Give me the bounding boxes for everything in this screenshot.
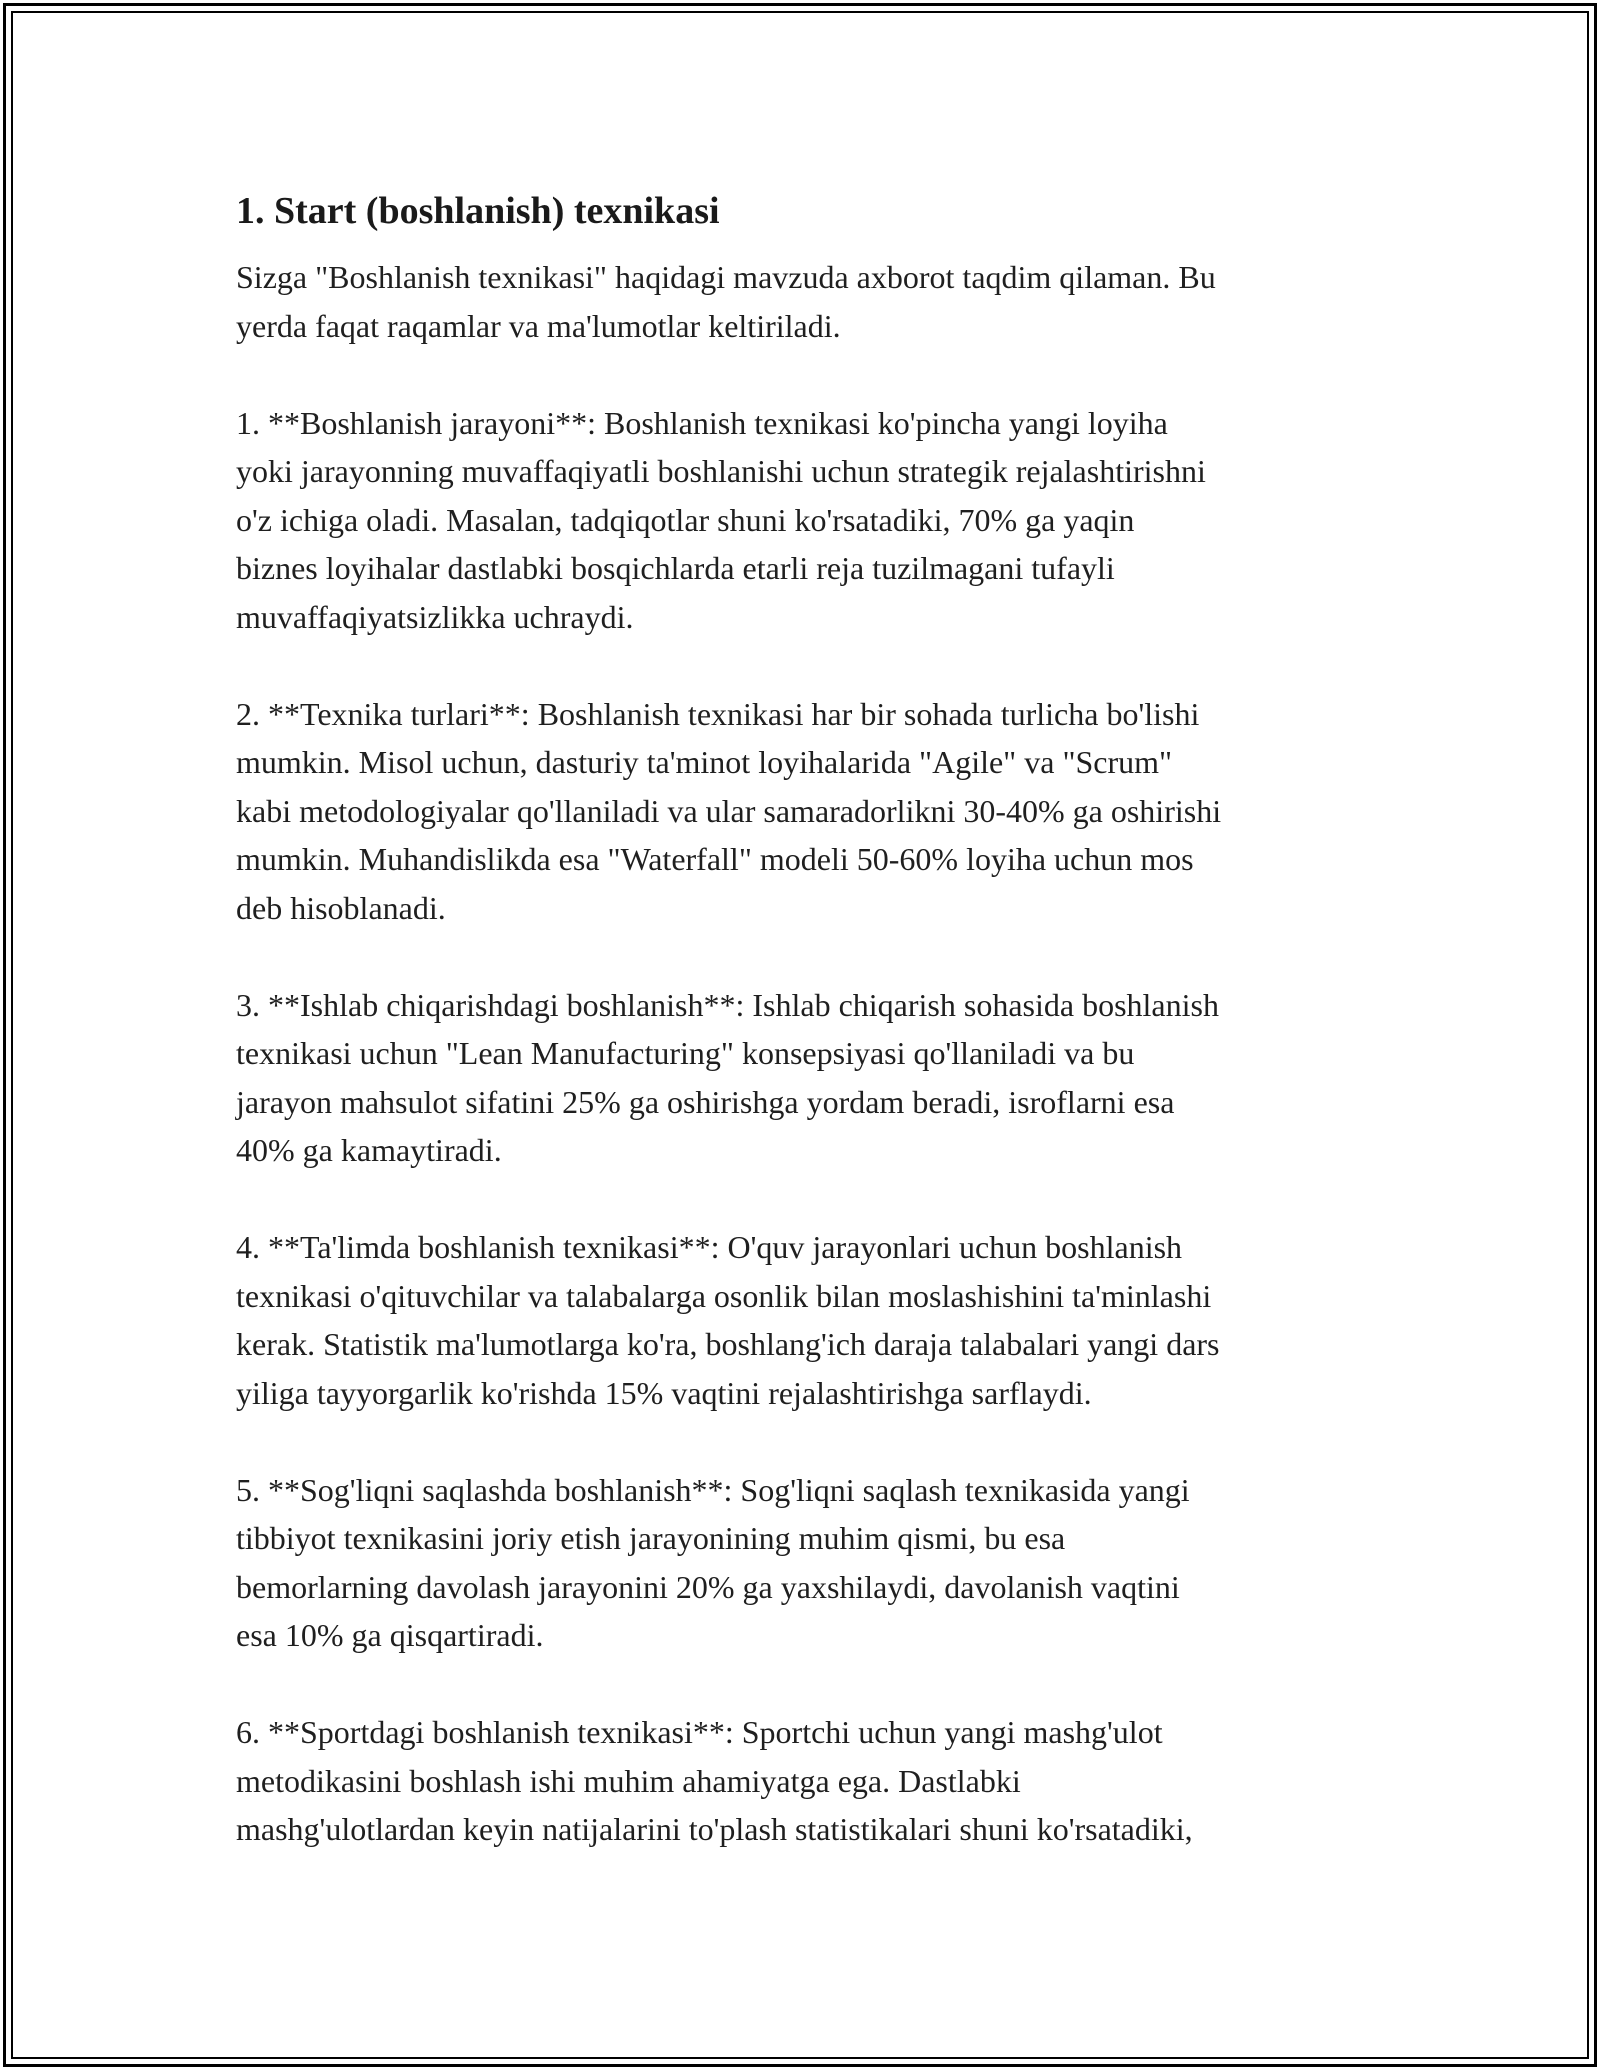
- text-line: mumkin. Muhandislikda esa "Waterfall" modeli 50-60% loyiha uchun mos: [236, 841, 1194, 877]
- text-line: yiliga tayyorgarlik ko'rishda 15% vaqtini rejalashtirishga sarflaydi.: [236, 1374, 1092, 1411]
- text-line: bemorlarning davolash jarayonini 20% ga yaxshilaydi, davolanish vaqtini: [236, 1568, 1180, 1605]
- text-line: 6. **Sportdagi boshlanish texnikasi**: Sportchi uchun yangi mashg'ulot: [236, 1714, 1163, 1750]
- text-line: yoki jarayonning muvaffaqiyatli boshlanishi uchun strategik rejalashtirishni: [236, 453, 1206, 489]
- text-line: tibbiyot texnikasini joriy etish jarayonining muhim qismi, bu esa: [236, 1520, 1066, 1556]
- text-line: yerda faqat raqamlar va ma'lumotlar keltiriladi.: [236, 307, 841, 344]
- text-line: 4. **Ta'limda boshlanish texnikasi**: O'quv jarayonlari uchun boshlanish: [236, 1229, 1183, 1265]
- text-line: 3. **Ishlab chiqarishdagi boshlanish**: Ishlab chiqarish sohasida boshlanish: [236, 986, 1219, 1023]
- document-body: [236, 185, 1376, 1902]
- intro-paragraph: [236, 253, 1376, 350]
- text-line: muvaffaqiyatsizlikka uchraydi.: [236, 598, 634, 635]
- text-line: mashg'ulotlardan keyin natijalarini to'plash statistikalari shuni ko'rsatadiki,: [236, 1811, 1193, 1847]
- text-line: deb hisoblanadi.: [236, 889, 446, 926]
- text-line: mumkin. Misol uchun, dasturiy ta'minot loyihalarida "Agile" va "Scrum": [236, 744, 1173, 780]
- text-line: Sizga "Boshlanish texnikasi" haqidagi mavzuda axborot taqdim qilaman. Bu: [236, 259, 1216, 295]
- text-line: biznes loyihalar dastlabki bosqichlarda etarli reja tuzilmagani tufayli: [236, 550, 1115, 586]
- text-line: texnikasi uchun "Lean Manufacturing" konsepsiyasi qo'llaniladi va bu: [236, 1035, 1135, 1071]
- text-line: 1. **Boshlanish jarayoni**: Boshlanish texnikasi ko'pincha yangi loyiha: [236, 404, 1168, 441]
- text-line: 2. **Texnika turlari**: Boshlanish texnikasi har bir sohada turlicha bo'lishi: [236, 695, 1200, 732]
- text-line: 5. **Sog'liqni saqlashda boshlanish**: Sog'liqni saqlash texnikasida yangi: [236, 1471, 1190, 1508]
- list-item-3: [236, 981, 1376, 1175]
- list-item-1: [236, 399, 1376, 642]
- text-line: o'z ichiga oladi. Masalan, tadqiqotlar shuni ko'rsatadiki, 70% ga yaqin: [236, 501, 1135, 538]
- text-line: esa 10% ga qisqartiradi.: [236, 1617, 544, 1653]
- text-line: jarayon mahsulot sifatini 25% ga oshirishga yordam beradi, isroflarni esa: [236, 1083, 1175, 1120]
- list-item-6: [236, 1708, 1376, 1854]
- text-line: texnikasi o'qituvchilar va talabalarga osonlik bilan moslashishini ta'minlashi: [236, 1277, 1212, 1314]
- text-line: kabi metodologiyalar qo'llaniladi va ular samaradorlikni 30-40% ga oshirishi: [236, 792, 1222, 829]
- text-line: 40% ga kamaytiradi.: [236, 1132, 502, 1168]
- document-title: 1. Start (boshlanish) texnikasi: [236, 190, 720, 232]
- list-item-5: [236, 1466, 1376, 1660]
- list-item-2: [236, 690, 1376, 933]
- text-line: kerak. Statistik ma'lumotlarga ko'ra, boshlang'ich daraja talabalari yangi dars: [236, 1326, 1220, 1362]
- text-line: metodikasini boshlash ishi muhim ahamiyatga ega. Dastlabki: [236, 1762, 1021, 1799]
- list-item-4: [236, 1223, 1376, 1417]
